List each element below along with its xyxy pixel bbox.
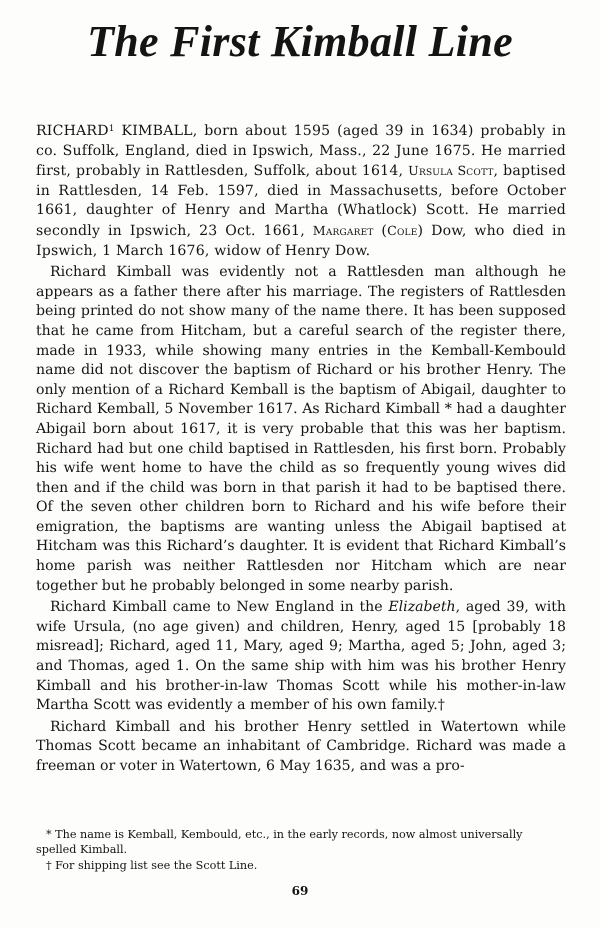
maiden-name-small-caps: Cole <box>387 222 418 238</box>
text-run: ) Dow, who died in Ipswich, 1 March 1676, widow of Henry Dow. <box>36 222 566 259</box>
text-run: Richard Kimball and his brother Henry settled in Watertown while Thomas Scott became an inhabitant of Cambridge. Richard was made a freeman or voter in Watertown, 6 May 1635, and was a pro- <box>36 718 566 774</box>
footnote-asterisk: * The name is Kemball, Kembould, etc., in the early records, now almost universally spelled Kimball. <box>36 828 523 856</box>
ship-name: Elizabeth <box>388 599 456 616</box>
paragraph-richard-kimball <box>36 120 566 261</box>
text-run: had a daughter Abigail born about 1617, it is very probable that this was her baptism. Richard had but one child baptised in Rattlesden, his first born. Probably his wife went home to have the child as so frequently young wives did then and if the child was born in that parish it had to be baptised there. Of the seven other children born to Richard and his wife before their emigration, the baptisms are wanting unless the Abigail baptised at Hitcham was this Richard’s daughter. It is evident that Richard Kimball’s home parish was neither Rattlesden nor Hitcham which are near together but he probably belonged in some nearby parish. <box>36 401 566 594</box>
paragraph-origins <box>36 263 566 596</box>
generation-number: 1 <box>108 124 115 134</box>
body-text <box>36 120 566 777</box>
wife-name-small-caps: Ursula Scott <box>408 163 494 179</box>
page-number: 69 <box>291 884 309 898</box>
text-run: , baptised in Rattlesden, 14 Feb. 1597, died in Massachusetts, before October 1661, daughter of Henry and Martha (Whatlock) Scott. He married secondly in Ipswich, 23 Oct. 1661, <box>36 163 566 239</box>
text-run: , aged 39, with wife Ursula, (no age given) and children, Henry, aged 15 [probably 18 misread]; Richard, aged 11, Mary, aged 9; Martha, aged 5; John, aged 3; and Thomas, aged 1. On the same ship with him was his brother Henry Kimball and his brother-in-law Thomas Scott while his mother-in-law Martha Scott was evidently a member of his own family. <box>36 599 566 714</box>
paragraph-emigration <box>36 598 566 716</box>
text-run: Richard Kimball was evidently not a Rattlesden man although he appears as a father there after his marriage. The registers of Rattlesden being printed do not show many of the name there. It has been supposed that he came from Hitcham, but a careful search of the register there, made in 1933, while showing many entries in the Kemball-Kembould name did not discover the baptism of Richard or his brother Henry. The only mention of a Richard Kemball is the baptism of Abigail, daughter to Richard Kemball, 5 November 1617. As Richard Kimball <box>36 264 566 418</box>
footnote-mark-asterisk: * <box>440 401 457 418</box>
footnote-dagger: † For shipping list see the Scott Line. <box>46 859 258 873</box>
text-run: Richard Kimball came to New England in the <box>50 599 389 616</box>
text-run: , born about 1595 (aged 39 in 1634) probably in co. Suffolk, England, died in Ipswich, Mass., 22 June 1675. He married first, probably in Rattlesden, Suffolk, about 1614, <box>36 123 566 180</box>
lead-surname: KIMBALL <box>121 123 193 139</box>
paragraph-watertown <box>36 718 566 777</box>
second-wife-name-small-caps: Margaret <box>312 222 374 238</box>
lead-name: RICHARD <box>36 123 109 139</box>
footnote-mark-dagger: † <box>437 697 445 714</box>
page-title: The First Kimball Line <box>87 17 513 66</box>
text-run: ( <box>373 222 388 239</box>
footnotes <box>36 828 566 874</box>
